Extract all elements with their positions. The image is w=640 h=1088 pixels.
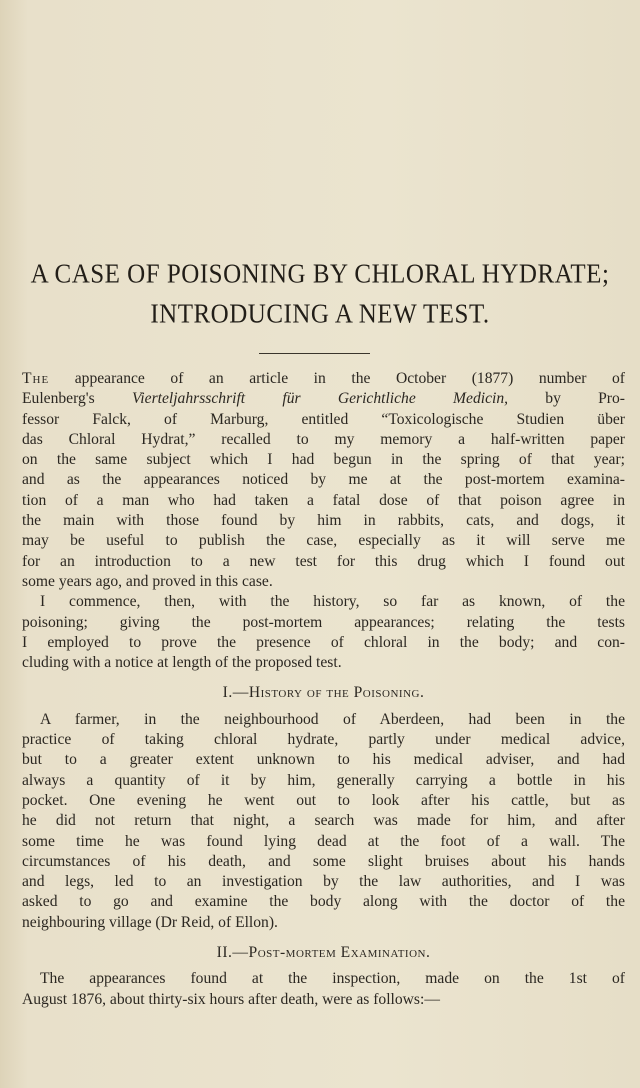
text-line: poisoning; giving the post-mortem appearances; relating the tests xyxy=(22,613,625,631)
text-line: cluding with a notice at length of the proposed test. xyxy=(22,654,342,672)
text-line: may be useful to publish the case, especially as it will serve me xyxy=(22,532,625,550)
text-line: das Chloral Hydrat,” recalled to my memory a half-written paper xyxy=(22,430,625,448)
section-title: History of the Poisoning. xyxy=(248,684,425,702)
title-line-2: INTRODUCING A NEW TEST. xyxy=(150,299,490,330)
text-line: I commence, then, with the history, so far as known, of the xyxy=(40,593,625,611)
text-line: and as the appearances noticed by me at the post-mortem examina- xyxy=(22,471,625,489)
article-body xyxy=(22,369,625,1010)
title-line-1: A CASE OF POISONING BY CHLORAL HYDRATE; xyxy=(30,259,610,290)
text-line: The appearance of an article in the October (1877) number of xyxy=(22,370,625,387)
text-line: The appearances found at the inspection, made on the 1st of xyxy=(40,970,625,988)
text-line: August 1876, about thirty-six hours after death, were as follows:— xyxy=(22,990,440,1008)
text-line: for an introduction to a new test for this drug which I found out xyxy=(22,552,625,570)
text-line: neighbouring village (Dr Reid, of Ellon). xyxy=(22,913,278,931)
plan-paragraph xyxy=(22,592,625,673)
text-line: circumstances of his death, and some slight bruises about his hands xyxy=(22,852,625,870)
text-line: pocket. One evening he went out to look after his cattle, but as xyxy=(22,791,625,809)
intro-paragraph xyxy=(22,369,625,592)
article-title xyxy=(0,255,640,335)
text-line: Eulenberg's Vierteljahrsschrift für Gerichtliche Medicin, by Pro- xyxy=(22,390,625,408)
text-line: some time he was found lying dead at the foot of a wall. The xyxy=(22,832,625,850)
text-line: and legs, led to an investigation by the law authorities, and I was xyxy=(22,873,625,891)
text-line: I employed to prove the presence of chloral in the body; and con- xyxy=(22,633,625,651)
opening-word: The xyxy=(22,370,50,387)
text-line: asked to go and examine the body along with the doctor of the xyxy=(22,893,625,911)
text-line: some years ago, and proved in this case. xyxy=(22,572,273,590)
journal-title: Vierteljahrsschrift für Gerichtliche Medicin, xyxy=(94,390,509,408)
text-line: but to a greater extent unknown to his medical adviser, and had xyxy=(22,751,625,769)
section-heading-history xyxy=(22,683,625,703)
history-paragraph xyxy=(22,710,625,933)
section-number: I.— xyxy=(222,684,249,702)
section-heading-postmortem xyxy=(22,943,625,963)
section-title: Post-mortem Examination. xyxy=(248,944,431,962)
title-divider xyxy=(259,353,370,354)
text-line: A farmer, in the neighbourhood of Aberdeen, had been in the xyxy=(40,710,625,728)
text-line: always a quantity of it by him, generally carrying a bottle in his xyxy=(22,771,625,789)
text-line: practice of taking chloral hydrate, partly under medical advice, xyxy=(22,731,625,749)
postmortem-paragraph xyxy=(22,969,625,1010)
text-line: the main with those found by him in rabbits, cats, and dogs, it xyxy=(22,512,625,530)
text-line: on the same subject which I had begun in the spring of that year; xyxy=(22,451,625,469)
section-number: II.— xyxy=(216,944,249,962)
text-line: fessor Falck, of Marburg, entitled “Toxicologische Studien über xyxy=(22,410,625,428)
text-line: he did not return that night, a search was made for him, and after xyxy=(22,812,625,830)
text-line: tion of a man who had taken a fatal dose of that poison agree in xyxy=(22,491,625,509)
